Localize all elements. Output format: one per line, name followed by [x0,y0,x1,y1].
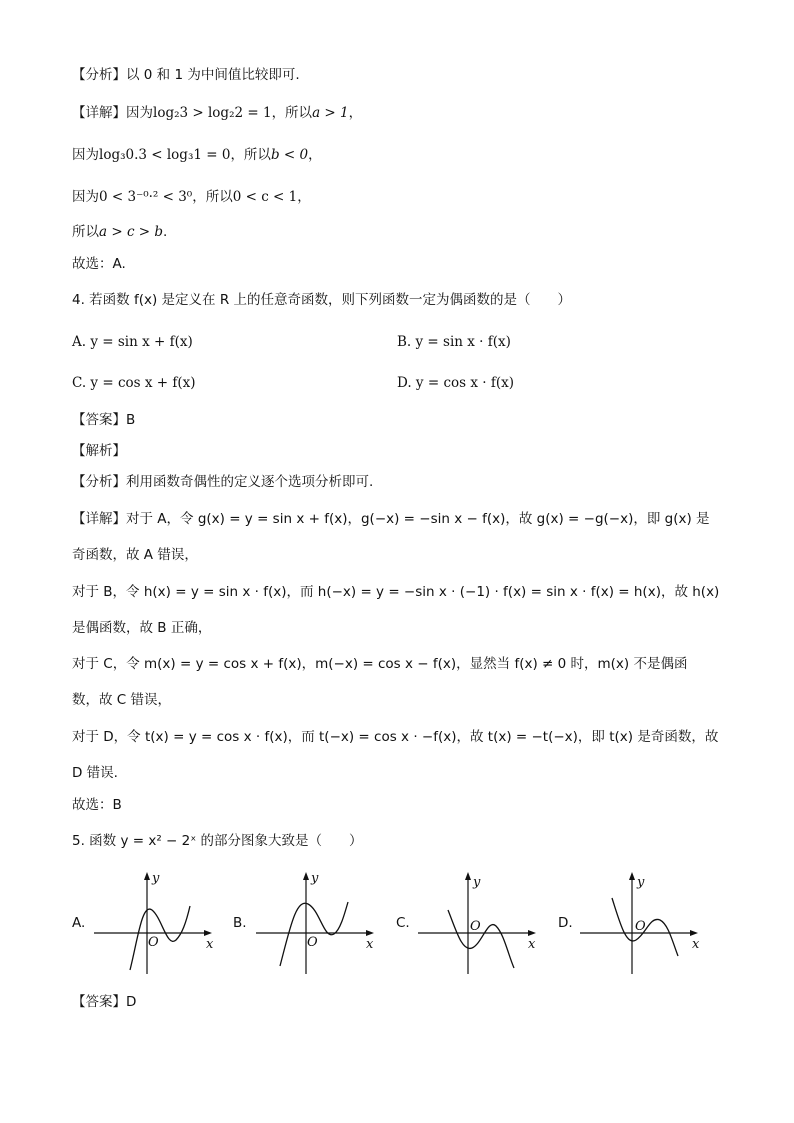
detail-4-line5: 对于 C，令 m(x) = y = cos x + f(x)，m(−x) = cos x − f(x)，显然当 f(x) ≠ 0 时，m(x) 不是偶函 [72,656,688,672]
question-4: 4. 若函数 f(x) 是定义在 R 上的任意奇函数，则下列函数一定为偶函数的是（ ） [72,292,571,308]
detail-4-line2: 奇函数，故 A 错误， [72,547,198,563]
graph-c-y-arrow [465,872,471,880]
graph-c-label: C. [396,915,410,931]
detail-4-line1: 【详解】对于 A，令 g(x) = y = sin x + f(x)，g(−x) = −sin x − f(x)，故 g(x) = −g(−x)，即 g(x) 是 [72,511,710,527]
detail-4-line3: 对于 B，令 h(x) = y = sin x · f(x)，而 h(−x) = y = −sin x · (−1) · f(x) = sin x · f(x) = h(x)，故 h(x) [72,584,720,600]
analysis-4: 【分析】利用函数奇偶性的定义逐个选项分析即可. [72,474,374,490]
graph-c-y-label: y [473,875,481,890]
graph-b [252,868,387,978]
graph-b-label: B. [233,915,247,931]
graph-b-origin: O [307,935,318,950]
graph-c-x-arrow [528,930,536,936]
graph-c-origin: O [470,919,481,934]
choice-4: 故选：B [72,797,122,813]
detail-3-line2: 因为log₃0.3 < log₃1 = 0，所以b < 0， [72,147,322,163]
graph-d-y-label: y [637,875,645,890]
answer-4: 【答案】B [72,412,136,428]
graph-d-label: D. [558,915,573,931]
graph-a-curve [130,906,190,970]
detail-3-line3: 因为0 < 3⁻⁰·² < 3⁰，所以0 < c < 1， [72,189,311,205]
graph-a-label: A. [72,915,86,931]
question-5: 5. 函数 y = x² − 2ˣ 的部分图象大致是（ ） [72,833,363,849]
graph-d-x-label: x [692,937,700,952]
graph-a-x-label: x [206,937,214,952]
detail-4-line8: D 错误. [72,765,118,781]
graph-b-y-arrow [303,872,309,880]
graph-d [576,868,711,978]
detail-4-line4: 是偶函数，故 B 正确， [72,620,212,636]
option-4d: D. y = cos x · f(x) [397,375,514,391]
option-4c: C. y = cos x + f(x) [72,375,196,391]
detail-3-line4: 所以a > c > b. [72,224,168,240]
detail-4-line6: 数，故 C 错误， [72,692,172,708]
graph-a-y-arrow [144,872,150,880]
graph-b-x-label: x [366,937,374,952]
graph-d-origin: O [635,919,646,934]
detail-3-line1: 【详解】因为log₂3 > log₂2 = 1，所以a > 1， [72,105,363,121]
graph-c-curve [448,910,514,968]
graph-a-x-arrow [204,930,212,936]
graph-b-y-label: y [311,871,319,886]
graph-c-x-label: x [528,937,536,952]
graph-d-x-arrow [690,930,698,936]
graph-a-y-label: y [152,871,160,886]
answer-5: 【答案】D [72,994,137,1010]
graph-d-y-arrow [629,872,635,880]
option-4b: B. y = sin x · f(x) [397,334,511,350]
choice-3: 故选：A. [72,256,126,272]
graph-c [414,868,549,978]
analysis-3: 【分析】以 0 和 1 为中间值比较即可. [72,67,300,83]
jiexi-4: 【解析】 [72,443,126,459]
option-4a: A. y = sin x + f(x) [72,334,193,350]
graph-a [90,868,225,978]
graph-b-x-arrow [366,930,374,936]
graph-b-curve [280,902,348,966]
graph-a-origin: O [148,935,159,950]
detail-4-line7: 对于 D，令 t(x) = y = cos x · f(x)，而 t(−x) = cos x · −f(x)，故 t(x) = −t(−x)，即 t(x) 是奇函数，故 [72,729,719,745]
